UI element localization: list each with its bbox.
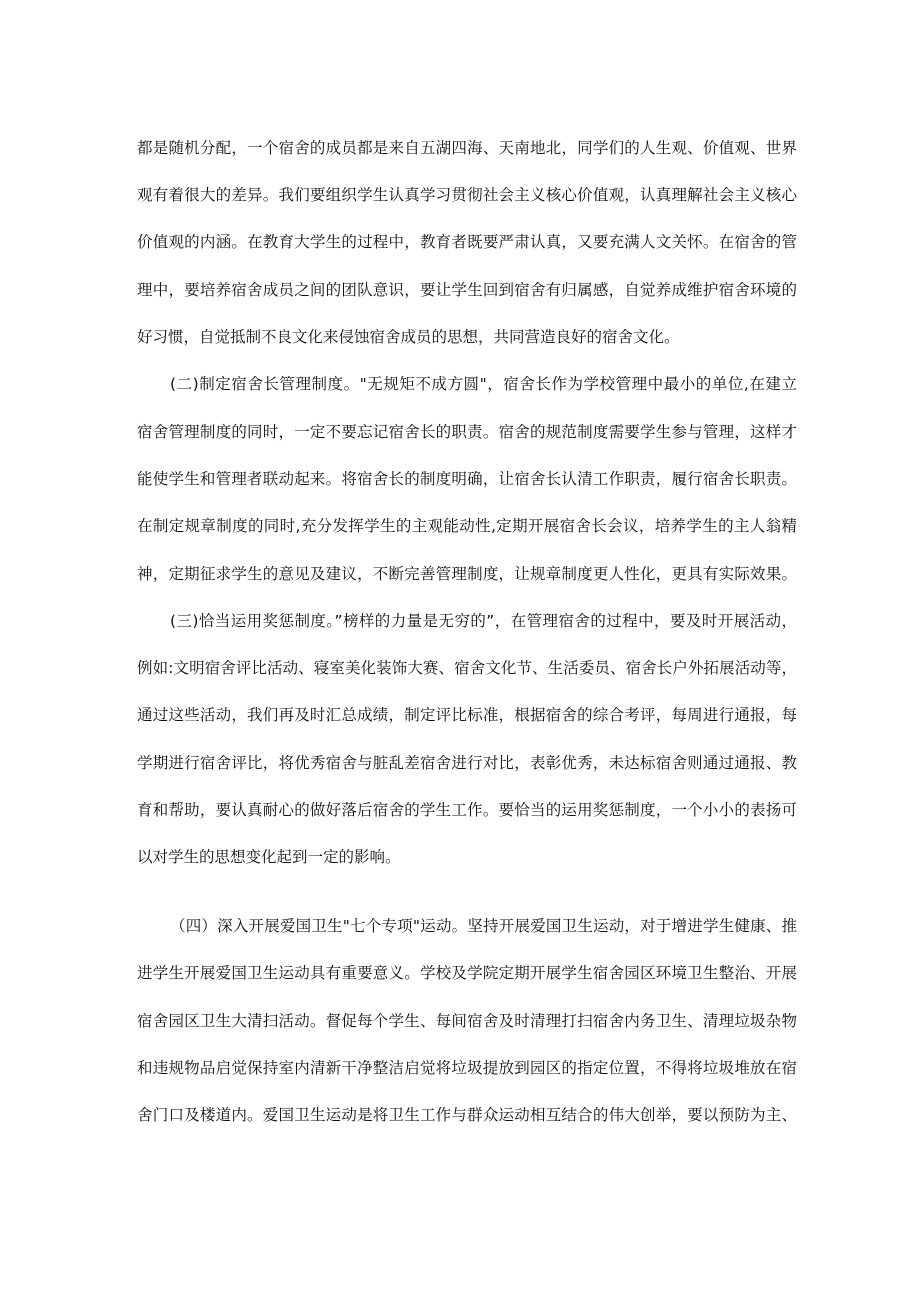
paragraph-line: 学期进行宿舍评比，将优秀宿舍与脏乱差宿舍进行对比，表彰优秀，未达标宿舍则通过通报、教 <box>137 754 797 772</box>
paragraph-line: (三)恰当运用奖惩制度。”榜样的力量是无穷的”，在管理宿舍的过程中，要及时开展活动， <box>170 612 797 630</box>
paragraph-line: 以对学生的思想变化起到一定的影响。 <box>137 848 401 866</box>
paragraph-line: 通过这些活动，我们再及时汇总成绩，制定评比标准，根据宿舍的综合考评，每周进行通报，每 <box>137 706 797 724</box>
paragraph-line: 舍门口及楼道内。爱国卫生运动是将卫生工作与群众运动相互结合的伟大创举，要以预防为主、 <box>137 1106 797 1124</box>
paragraph-line: 在制定规章制度的同时,充分发挥学生的主观能动性,定期开展宿舍长会议，培养学生的主人翁精 <box>137 517 797 535</box>
paragraph-line: (二)制定宿舍长管理制度。"无规矩不成方圆"，宿舍长作为学校管理中最小的单位,在建立 <box>170 375 797 393</box>
paragraph-line: 价值观的内涵。在教育大学生的过程中，教育者既要严肃认真，又要充满人文关怀。在宿舍的管 <box>137 233 797 251</box>
paragraph-line: 和违规物品启觉保持室内清新干净整洁启觉将垃圾提放到园区的指定位置，不得将垃圾堆放在宿 <box>137 1059 797 1077</box>
paragraph-line: （四）深入开展爱国卫生"七个专项"运动。坚持开展爱国卫生运动，对于增进学生健康、推 <box>170 917 797 935</box>
paragraph-line: 育和帮助，要认真耐心的做好落后宿舍的学生工作。要恰当的运用奖惩制度，一个小小的表扬可 <box>137 801 797 819</box>
paragraph-line: 理中，要培养宿舍成员之间的团队意识，要让学生回到宿舍有归属感，自觉养成维护宿舍环境的 <box>137 281 797 299</box>
paragraph-line: 例如:文明宿舍评比活动、寝室美化装饰大赛、宿舍文化节、生活委员、宿舍长户外拓展活动等， <box>137 659 797 677</box>
paragraph-line: 能使学生和管理者联动起来。将宿舍长的制度明确，让宿舍长认清工作职责，履行宿舍长职责。 <box>137 470 797 488</box>
paragraph-line: 进学生开展爱国卫生运动具有重要意义。学校及学院定期开展学生宿舍园区环境卫生整治、开展 <box>137 964 797 982</box>
paragraph-line: 宿舍园区卫生大清扫活动。督促每个学生、每间宿舍及时清理打扫宿舍内务卫生、清理垃圾杂物 <box>137 1012 797 1030</box>
paragraph-line: 宿舍管理制度的同时，一定不要忘记宿舍长的职责。宿舍的规范制度需要学生参与管理，这样才 <box>137 423 797 441</box>
paragraph-line: 都是随机分配，一个宿舍的成员都是来自五湖四海、天南地北，同学们的人生观、价值观、世界 <box>137 139 797 157</box>
paragraph-line: 神，定期征求学生的意见及建议，不断完善管理制度，让规章制度更人性化，更具有实际效果。 <box>137 565 797 583</box>
paragraph-line: 好习惯，自觉抵制不良文化来侵蚀宿舍成员的思想，共同营造良好的宿舍文化。 <box>137 328 680 346</box>
paragraph-line: 观有着很大的差异。我们要组织学生认真学习贯彻社会主义核心价值观，认真理解社会主义核心 <box>137 186 797 204</box>
